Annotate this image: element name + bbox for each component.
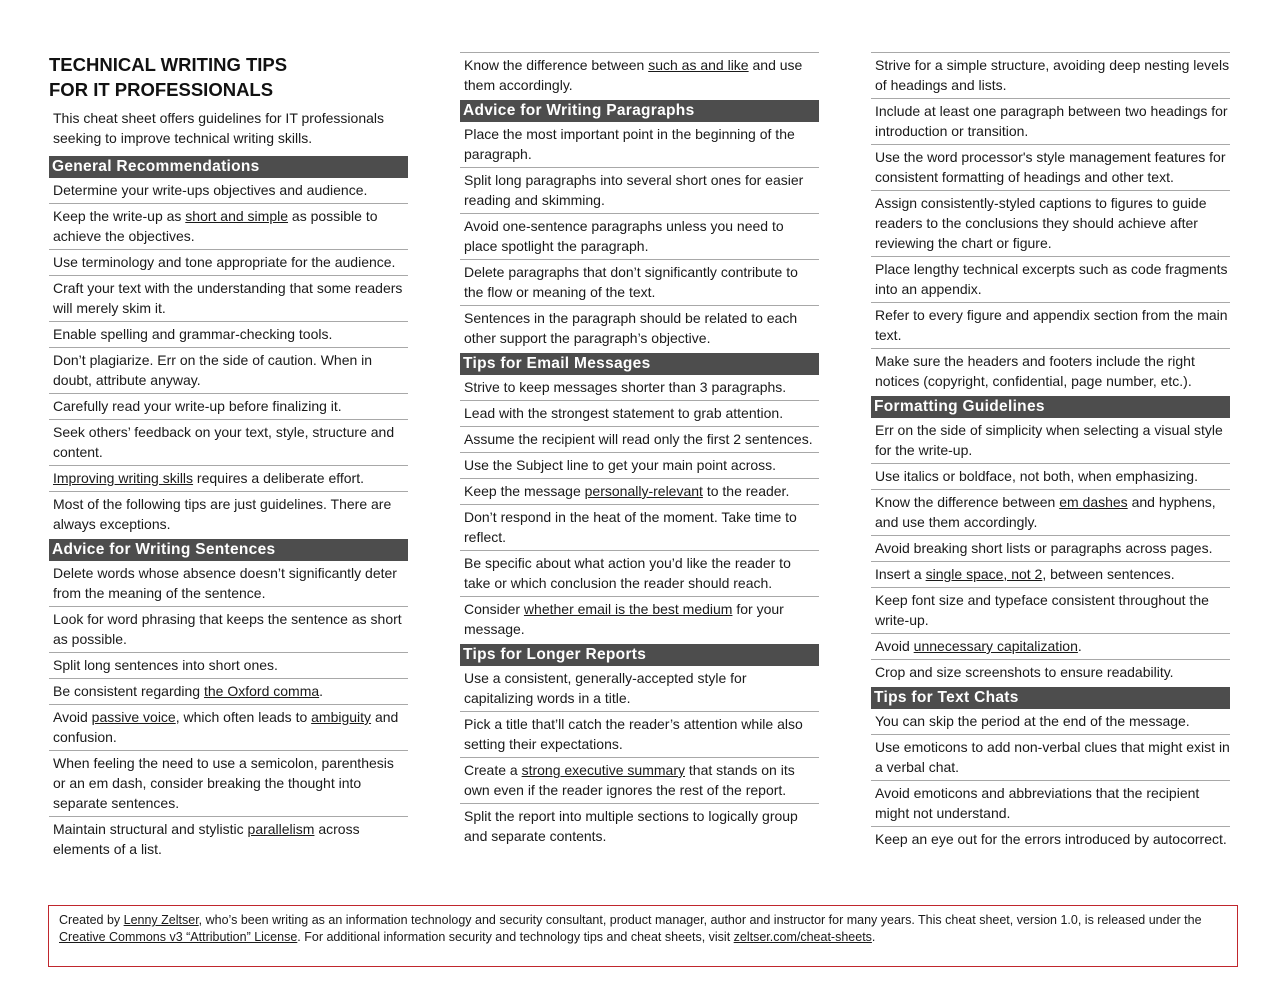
- cheat-sheets-link[interactable]: zeltser.com/cheat-sheets: [733, 930, 872, 944]
- section-heading-general: General Recommendations: [49, 156, 408, 178]
- list-item: [871, 562, 1230, 588]
- section-heading-paragraphs: Advice for Writing Paragraphs: [460, 100, 819, 122]
- section-heading-chats: Tips for Text Chats: [871, 687, 1230, 709]
- item-text: requires a deliberate effort.: [193, 470, 364, 486]
- list-item: Most of the following tips are just guidelines. There are always exceptions.: [53, 496, 392, 532]
- list-item: Seek others’ feedback on your text, style, structure and content.: [49, 420, 408, 466]
- item-text: for your message.: [464, 601, 784, 637]
- list-item: Avoid breaking short lists or paragraphs across pages.: [871, 536, 1230, 562]
- item-text: .: [1077, 638, 1082, 654]
- item-link[interactable]: Improving writing skills: [53, 470, 194, 486]
- section-heading-formatting: Formatting Guidelines: [871, 396, 1230, 418]
- list-item: Use the word processor's style management features for consistent formatting of headings and other text.: [871, 145, 1230, 191]
- list-item: Split long sentences into short ones.: [49, 653, 408, 679]
- item-text: .: [319, 683, 324, 699]
- license-link[interactable]: Creative Commons v3 “Attribution” License: [59, 930, 298, 944]
- list-item: Use terminology and tone appropriate for the audience.: [49, 250, 408, 276]
- author-link[interactable]: Lenny Zeltser: [123, 913, 199, 927]
- section-list-chats: [871, 709, 1230, 852]
- list-item: Place lengthy technical excerpts such as code fragments into an appendix.: [871, 257, 1230, 303]
- list-item: Delete words whose absence doesn’t significantly deter from the meaning of the sentence.: [49, 561, 408, 607]
- list-item: Keep an eye out for the errors introduced by autocorrect.: [875, 831, 1227, 847]
- list-item: Keep font size and typeface consistent throughout the write-up.: [871, 588, 1230, 634]
- list-item: Err on the side of simplicity when selecting a visual style for the write-up.: [871, 418, 1230, 464]
- item-link[interactable]: passive voice: [91, 709, 176, 725]
- list-item: [460, 53, 819, 98]
- list-item: [460, 479, 819, 505]
- item-link[interactable]: the Oxford comma: [203, 683, 320, 699]
- list-item: Assume the recipient will read only the first 2 sentences.: [460, 427, 819, 453]
- list-item: Sentences in the paragraph should be related to each other support the paragraph’s objective.: [464, 310, 798, 346]
- list-item: Assign consistently-styled captions to figures to guide readers to the conclusions they should achieve after reviewing the chart or figure.: [871, 191, 1230, 257]
- list-item: Avoid emoticons and abbreviations that the recipient might not understand.: [871, 781, 1230, 827]
- list-item: Strive to keep messages shorter than 3 paragraphs.: [460, 375, 819, 401]
- item-link[interactable]: whether email is the best medium: [523, 601, 733, 617]
- item-link[interactable]: ambiguity: [311, 709, 372, 725]
- column-2-sections: [460, 52, 819, 849]
- list-item: Pick a title that’ll catch the reader’s attention while also setting their expectations.: [460, 712, 819, 758]
- item-text: Insert a: [875, 566, 926, 582]
- section-heading-email: Tips for Email Messages: [460, 353, 819, 375]
- list-item: Enable spelling and grammar-checking tools.: [49, 322, 408, 348]
- footer-text-3: . For additional information security and technology tips and cheat sheets, visit: [297, 930, 734, 944]
- list-item: When feeling the need to use a semicolon, parenthesis or an em dash, consider breaking the thought into separate sentences.: [49, 751, 408, 817]
- item-text: across elements of a list.: [53, 821, 360, 857]
- item-link[interactable]: such as and like: [648, 57, 749, 73]
- item-text: Be consistent regarding: [53, 683, 204, 699]
- list-item: Craft your text with the understanding that some readers will merely skim it.: [49, 276, 408, 322]
- list-item: [460, 758, 819, 804]
- item-text: and hyphens, and use them accordingly.: [875, 494, 1216, 530]
- list-item: [871, 634, 1230, 660]
- item-link[interactable]: short and simple: [185, 208, 289, 224]
- list-item: Use a consistent, generally-accepted style for capitalizing words in a title.: [460, 666, 819, 712]
- intro-text: This cheat sheet offers guidelines for IT professionals seeking to improve technical writing skills.: [53, 110, 384, 146]
- list-item: Avoid one-sentence paragraphs unless you need to place spotlight the paragraph.: [460, 214, 819, 260]
- list-item: [49, 817, 408, 862]
- page-title-line2: FOR IT PROFESSIONALS: [49, 79, 274, 100]
- column-1-sections: [49, 156, 408, 862]
- item-link[interactable]: parallelism: [247, 821, 315, 837]
- column-2: [460, 52, 819, 851]
- item-text: Avoid: [53, 709, 92, 725]
- item-text: Create a: [464, 762, 522, 778]
- list-item: [49, 204, 408, 250]
- column-1: [49, 52, 408, 864]
- list-item: Look for word phrasing that keeps the sentence as short as possible.: [49, 607, 408, 653]
- item-text: and confusion.: [53, 709, 399, 745]
- list-item: [49, 679, 408, 705]
- footer-text-1: Created by: [59, 913, 124, 927]
- item-link[interactable]: em dashes: [1059, 494, 1128, 510]
- item-text: , between sentences.: [1042, 566, 1175, 582]
- list-item: Strive for a simple structure, avoiding deep nesting levels of headings and lists.: [871, 53, 1230, 99]
- list-item: Delete paragraphs that don’t significantly contribute to the flow or meaning of the text.: [460, 260, 819, 306]
- column-3: [871, 52, 1230, 854]
- item-text: Keep the write-up as: [53, 208, 186, 224]
- item-link[interactable]: single space, not 2: [925, 566, 1043, 582]
- item-text: that stands on its own even if the reader ignores the rest of the report.: [464, 762, 795, 798]
- item-link[interactable]: strong executive summary: [521, 762, 685, 778]
- item-text: Know the difference between: [464, 57, 649, 73]
- list-item: Be specific about what action you’d like the reader to take or which conclusion the reader should reach.: [460, 551, 819, 597]
- list-item: Use emoticons to add non-verbal clues that might exist in a verbal chat.: [871, 735, 1230, 781]
- list-item: Don’t plagiarize. Err on the side of caution. When in doubt, attribute anyway.: [49, 348, 408, 394]
- section-list-reports: [460, 666, 819, 849]
- list-item: [49, 466, 408, 492]
- list-item: Use italics or boldface, not both, when emphasizing.: [871, 464, 1230, 490]
- section-heading-sentences: Advice for Writing Sentences: [49, 539, 408, 561]
- list-item: You can skip the period at the end of the message.: [871, 709, 1230, 735]
- list-item: [871, 490, 1230, 536]
- section-list-lead: [460, 52, 819, 98]
- footer-text-2: , who’s been writing as an information technology and security consultant, product manager, author and instructor for many years. This cheat sheet, version 1.0, is released under the: [198, 913, 1202, 927]
- list-item: Determine your write-ups objectives and audience.: [49, 178, 408, 204]
- item-text: to the reader.: [702, 483, 790, 499]
- item-text: Maintain structural and stylistic: [53, 821, 248, 837]
- list-item: Make sure the headers and footers include the right notices (copyright, confidential, page number, etc.).: [875, 353, 1195, 389]
- list-item: Don’t respond in the heat of the moment. Take time to reflect.: [460, 505, 819, 551]
- section-heading-reports: Tips for Longer Reports: [460, 644, 819, 666]
- page-title: [49, 52, 408, 102]
- item-text: and use them accordingly.: [464, 57, 803, 93]
- footer-credits: [48, 905, 1238, 967]
- item-text: , which often leads to: [175, 709, 312, 725]
- page-title-line1: TECHNICAL WRITING TIPS: [49, 54, 288, 75]
- list-item: Lead with the strongest statement to grab attention.: [460, 401, 819, 427]
- section-list-general: [49, 178, 408, 537]
- list-item: [460, 597, 819, 642]
- list-item: Use the Subject line to get your main point across.: [460, 453, 819, 479]
- list-item: [49, 705, 408, 751]
- section-list-formatting: [871, 418, 1230, 685]
- item-text: as possible to achieve the objectives.: [53, 208, 378, 244]
- list-item: Place the most important point in the beginning of the paragraph.: [460, 122, 819, 168]
- item-link[interactable]: personally-relevant: [584, 483, 703, 499]
- list-item: Split long paragraphs into several short ones for easier reading and skimming.: [460, 168, 819, 214]
- column-3-sections: [871, 52, 1230, 852]
- list-item: Crop and size screenshots to ensure readability.: [875, 664, 1174, 680]
- section-list-reports-cont: [871, 52, 1230, 394]
- list-item: Carefully read your write-up before finalizing it.: [49, 394, 408, 420]
- footer-text-4: .: [871, 930, 876, 944]
- section-list-sentences: [49, 561, 408, 862]
- item-text: Consider: [464, 601, 524, 617]
- section-list-paragraphs: [460, 122, 819, 351]
- list-item: Include at least one paragraph between two headings for introduction or transition.: [871, 99, 1230, 145]
- item-text: Know the difference between: [875, 494, 1060, 510]
- item-text: Avoid: [875, 638, 914, 654]
- item-link[interactable]: unnecessary capitalization: [913, 638, 1078, 654]
- item-text: Keep the message: [464, 483, 585, 499]
- section-list-email: [460, 375, 819, 642]
- list-item: Split the report into multiple sections to logically group and separate contents.: [464, 808, 798, 844]
- list-item: Refer to every figure and appendix section from the main text.: [871, 303, 1230, 349]
